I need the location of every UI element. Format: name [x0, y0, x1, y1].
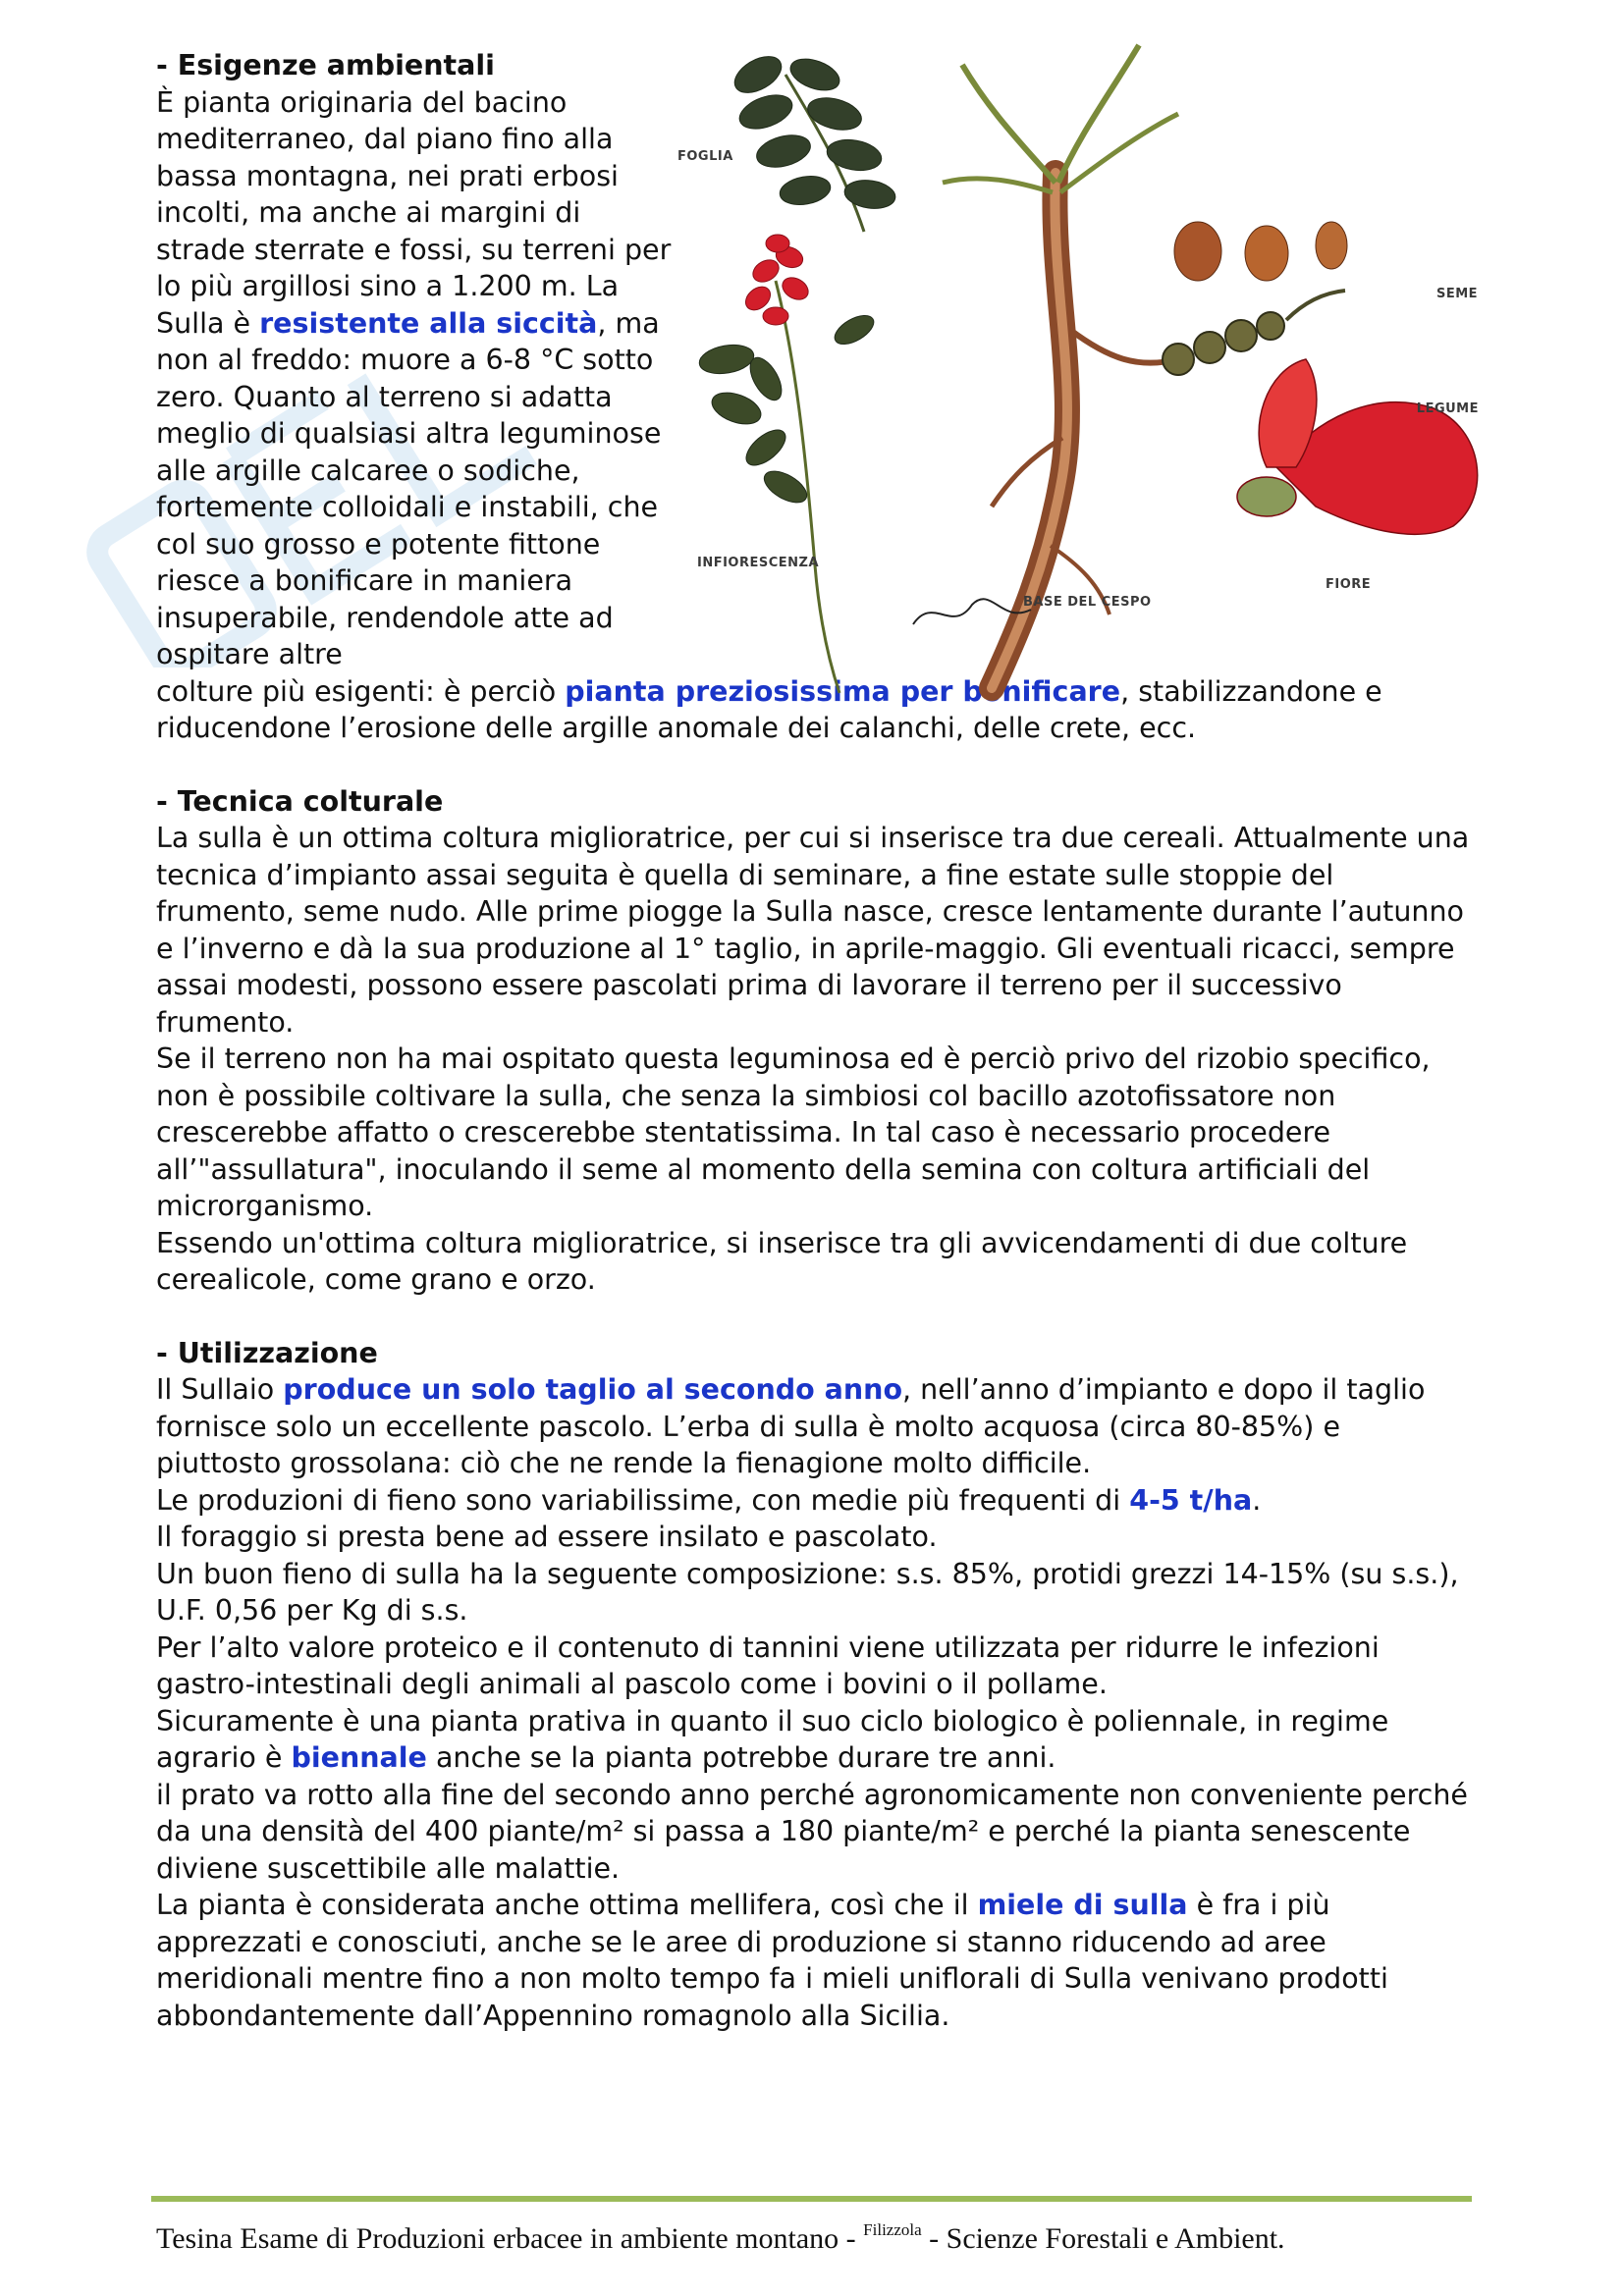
paragraph-tecnica-1: La sulla è un ottima coltura miglioratrice, per cui si inserisce tra due cereali. Attualmente una tecnica d’impianto assai seguita è quella di seminare, a fine estate sulle stoppie del frumento, seme nudo. Alle prime piogge la Sulla nasce, cresce lentamente durante l’autunno e l’inverno e dà la sua produzione al 1° taglio, in aprile-maggio. Gli eventuali ricacci, sempre assai modesti, possono essere pascolati prima di lavorare il terreno per il successivo frumento. — [156, 822, 1470, 1039]
paragraph-utilizzazione-5: Per l’alto valore proteico e il contenuto di tannini viene utilizzata per ridurre le infezioni gastro-intestinali degli animali al pascolo come i bovini o il pollame. — [156, 1630, 1380, 1700]
label-base-del-cespo: BASE DEL CESPO — [1023, 595, 1152, 610]
flower — [1237, 359, 1478, 534]
paragraph-esigenze-wrapped: È pianta originaria del bacino mediterraneo, dal piano fino alla bassa montagna, nei prati erbosi incolti, ma anche ai margini di strade sterrate e fossi, su terreni per lo più argillosi sino a 1.200 m. La Sulla è resistente alla siccità, ma non al freddo: muore a 6-8 °C sotto zero. Quanto al terreno si adatta meglio di qualsiasi altra leguminose alle argille calcaree o sodiche, fortemente colloidali e instabili, che col suo grosso e potente fittone riesce a bonificare in maniera insuperabile, rendendole atte ad ospitare altre — [156, 85, 672, 670]
paragraph-tecnica-2: Se il terreno non ha mai ospitato questa leguminosa ed è perciò privo del rizobio specifico, non è possibile coltivare la sulla, che senza la simbiosi col bacillo azotofissatore non crescerebbe affatto o crescerebbe stentatissima. In tal caso è necessario procedere all’"assullatura", inoculando il seme al momento della semina con coltura artificiali del microrganismo. — [156, 1042, 1431, 1222]
paragraph-utilizzazione-6: Sicuramente è una pianta prativa in quanto il suo ciclo biologico è poliennale, in regime agrario è biennale anche se la pianta potrebbe durare tre anni. — [156, 1704, 1389, 1774]
paragraph-esigenze-full: colture più esigenti: è perciò pianta preziosissima per bonificare, stabilizzandone e riducendone l’erosione delle argille anomale dei calanchi, delle crete, ecc. — [156, 674, 1382, 744]
label-seme: SEME — [1436, 287, 1479, 301]
paragraph-tecnica-3: Essendo un'ottima coltura miglioratrice, si inserisce tra gli avvicendamenti di due colture cerealicole, come grano e orzo. — [156, 1226, 1408, 1296]
paragraph-utilizzazione-8: La pianta è considerata anche ottima mellifera, così che il miele di sulla è fra i più apprezzati e conosciuti, anche se le aree di produzione si stanno riducendo ad aree meridionali mentre fino a non molto tempo fa i mieli uniflorali di Sulla venivano prodotti abbondantemente dall’Appennino romagnolo alla Sicilia. — [156, 1889, 1388, 2032]
label-infiorescenza: INFIORESCENZA — [697, 556, 820, 570]
highlight-resistente: resistente alla siccità — [259, 306, 598, 340]
label-foglia: FOGLIA — [677, 149, 733, 164]
legume-pod — [1163, 291, 1345, 375]
label-legume: LEGUME — [1416, 401, 1479, 416]
heading-esigenze: - Esigenze ambientali — [156, 49, 495, 81]
footer-rule — [151, 2196, 1472, 2202]
leaf-leaflets — [729, 49, 897, 211]
paragraph-utilizzazione-7: il prato va rotto alla fine del secondo anno perché agronomicamente non conveniente perché da una densità del 400 piante/m² si passa a 180 piante/m² e perché la pianta senescente diviene suscettibile alle malattie. — [156, 1778, 1468, 1885]
heading-tecnica: - Tecnica colturale — [156, 784, 444, 818]
inflorescence-flowers — [741, 235, 812, 325]
highlight-taglio: produce un solo taglio al secondo anno — [283, 1373, 903, 1406]
heading-utilizzazione: - Utilizzazione — [156, 1336, 378, 1369]
highlight-bonificare: pianta preziosissima per bonificare — [565, 674, 1121, 708]
paragraph-utilizzazione-4: Un buon fieno di sulla ha la seguente composizione: s.s. 85%, protidi grezzi 14-15% (su s.s.), U.F. 0,56 per Kg di s.s. — [156, 1557, 1459, 1627]
highlight-resa: 4-5 t/ha — [1129, 1483, 1253, 1517]
seeds — [1174, 222, 1347, 281]
label-fiore: FIORE — [1326, 577, 1372, 592]
paragraph-utilizzazione-3: Il foraggio si presta bene ad essere insilato e pascolato. — [156, 1521, 938, 1553]
paragraph-utilizzazione-2: Le produzioni di fieno sono variabilissime, con medie più frequenti di 4-5 t/ha. — [156, 1483, 1262, 1517]
plant-illustration — [668, 35, 1502, 703]
highlight-miele: miele di sulla — [977, 1889, 1188, 1921]
footer-author: Filizzola — [863, 2220, 922, 2239]
page-footer: Tesina Esame di Produzioni erbacee in ambiente montano - $^{Filizzola}$ - Scienze Forestali e Ambient. — [156, 2220, 1285, 2255]
highlight-biennale: biennale — [291, 1741, 427, 1774]
paragraph-utilizzazione-1: Il Sullaio produce un solo taglio al secondo anno, nell’anno d’impianto e dopo il taglio fornisce solo un eccellente pascolo. L’erba di sulla è molto acquosa (circa 80-85%) e piuttosto grossolana: ciò che ne rende la fienagione molto difficile. — [156, 1373, 1426, 1479]
